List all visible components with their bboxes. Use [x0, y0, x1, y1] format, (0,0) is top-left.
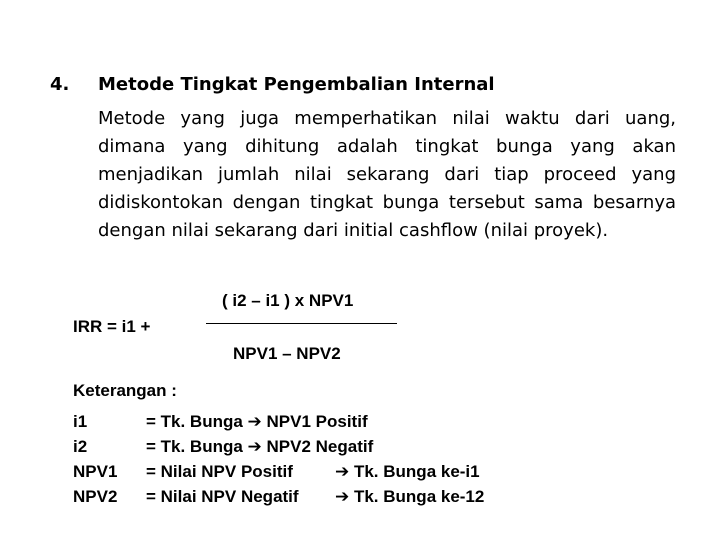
term-label: i2	[73, 437, 88, 456]
section-number: 4.	[50, 74, 70, 95]
formula-lhs: IRR = i1 +	[73, 317, 151, 336]
keterangan-title: Keterangan :	[73, 381, 177, 400]
fraction-line	[206, 323, 397, 324]
note-text: Tk. Bunga ke-i1	[349, 462, 480, 481]
term-definition: = Nilai NPV Positif	[146, 462, 293, 481]
term-note	[335, 487, 484, 507]
term-label: NPV1	[73, 462, 118, 481]
arrow-right-icon: ➔	[335, 462, 350, 482]
definition-result: NPV2 Negatif	[261, 437, 374, 456]
term-definition	[146, 412, 368, 432]
section-title: Metode Tingkat Pengembalian Internal	[98, 74, 495, 95]
arrow-right-icon: ➔	[335, 487, 350, 507]
definition-text: = Tk. Bunga	[146, 412, 248, 431]
definition-text: = Tk. Bunga	[146, 437, 248, 456]
term-label: i1	[73, 412, 88, 431]
term-definition	[146, 437, 373, 457]
arrow-right-icon: ➔	[247, 412, 262, 432]
term-definition: = Nilai NPV Negatif	[146, 487, 299, 506]
section-paragraph: Metode yang juga memperhatikan nilai waktu dari uang, dimana yang dihitung adalah tingkat bunga yang akan menjadikan jumlah nilai sekarang dari tiap proceed yang didiskontokan dengan tingkat bunga tersebut sama besarnya dengan nilai sekarang dari initial cashflow (nilai proyek).	[98, 108, 676, 241]
note-text: Tk. Bunga ke-12	[349, 487, 485, 506]
term-note	[335, 462, 480, 482]
formula-denominator: NPV1 – NPV2	[233, 344, 341, 363]
formula-numerator: ( i2 – i1 ) x NPV1	[222, 291, 354, 310]
definition-result: NPV1 Positif	[261, 412, 368, 431]
arrow-right-icon: ➔	[247, 437, 262, 457]
term-label: NPV2	[73, 487, 118, 506]
